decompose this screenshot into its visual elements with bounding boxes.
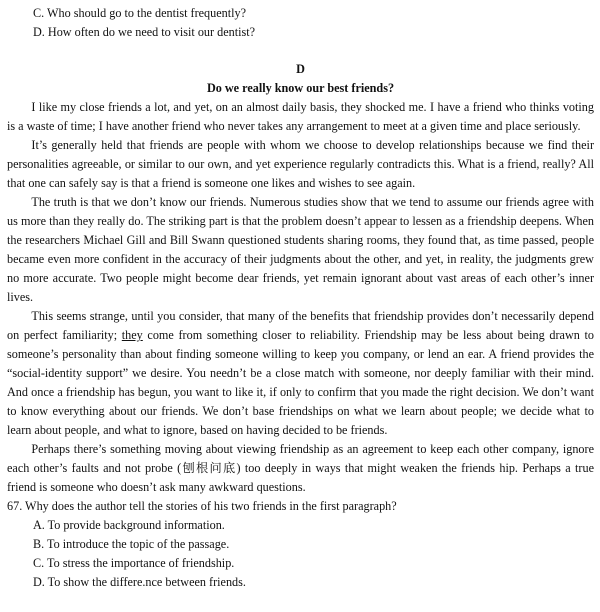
paragraph-4-lead: This seems strange, until you consider, that many of the benefits that friendship provides don’t necessarily depend on perfect familiarity; (7, 309, 594, 342)
paragraph-3: The truth is that we don’t know our friends. Numerous studies show that we tend to assume our friends agree with us more than they really do. The striking part is that the problem doesn’t appear to lessen as a friendship deepens. When the researchers Michael Gill and Bill Swann questioned students sharing rooms, they found that, as time passed, people became even more confident in the accuracy of their judgments about the other, and yet, in reality, the judgments grew no more accurate. Two people might become dear friends, yet remain ignorant about vast areas of each other’s inner lives. (7, 195, 594, 304)
question-67-option-c: C. To stress the importance of friendship. (33, 556, 235, 570)
passage-title: Do we really know our best friends? (206, 81, 395, 95)
section-gap (7, 42, 594, 60)
underlined-word-they: they (121, 328, 143, 342)
prev-option-c: C. Who should go to the dentist frequently? (33, 6, 247, 20)
prev-option-d: D. How often do we need to visit our dentist? (33, 25, 256, 39)
paragraph-5: Perhaps there’s something moving about viewing friendship as an agreement to keep each other company, ignore each other’s faults and not probe (刨根问底) too deeply in ways that might weaken the friends hip. Perhaps a true friend is someone who doesn’t ask many awkward questions. (7, 442, 594, 494)
question-67-option-a: A. To provide background information. (33, 518, 225, 532)
question-67-option-d: D. To show the differe.nce between friends. (33, 575, 246, 589)
paragraph-1: I like my close friends a lot, and yet, on an almost daily basis, they shocked me. I have a friend who thinks voting is a waste of time; I have another friend who never takes any arrangement to meet at a given time and place seriously. (7, 100, 594, 133)
question-67-option-b: B. To introduce the topic of the passage. (33, 537, 230, 551)
question-67: 67. Why does the author tell the stories of his two friends in the first paragraph? (7, 499, 397, 513)
paragraph-4-rest: come from something closer to reliability. Friendship may be less about being drawn to someone’s personality than about finding someone willing to keep you company, or lend an ear. A friend provides the “social-identity support” we desire. You needn’t be a close match with someone, nor deeply familiar with their mind. And once a friendship has begun, you want to like it, if only to confirm that you made the right decision. We don’t want to know everything about our friends. We don’t base friendships on what we learn about people; we decide what to learn about people, and what to ignore, based on having decided to be friends. (7, 328, 594, 437)
section-letter: D (296, 62, 305, 76)
paragraph-4 (7, 307, 594, 440)
paragraph-2: It’s generally held that friends are people with whom we choose to develop relationships because we find their personalities agreeable, or similar to our own, and yet experience regularly contradicts this. What is a friend, really? All that one can safely say is that a friend is someone one likes and wishes to see again. (7, 138, 594, 190)
